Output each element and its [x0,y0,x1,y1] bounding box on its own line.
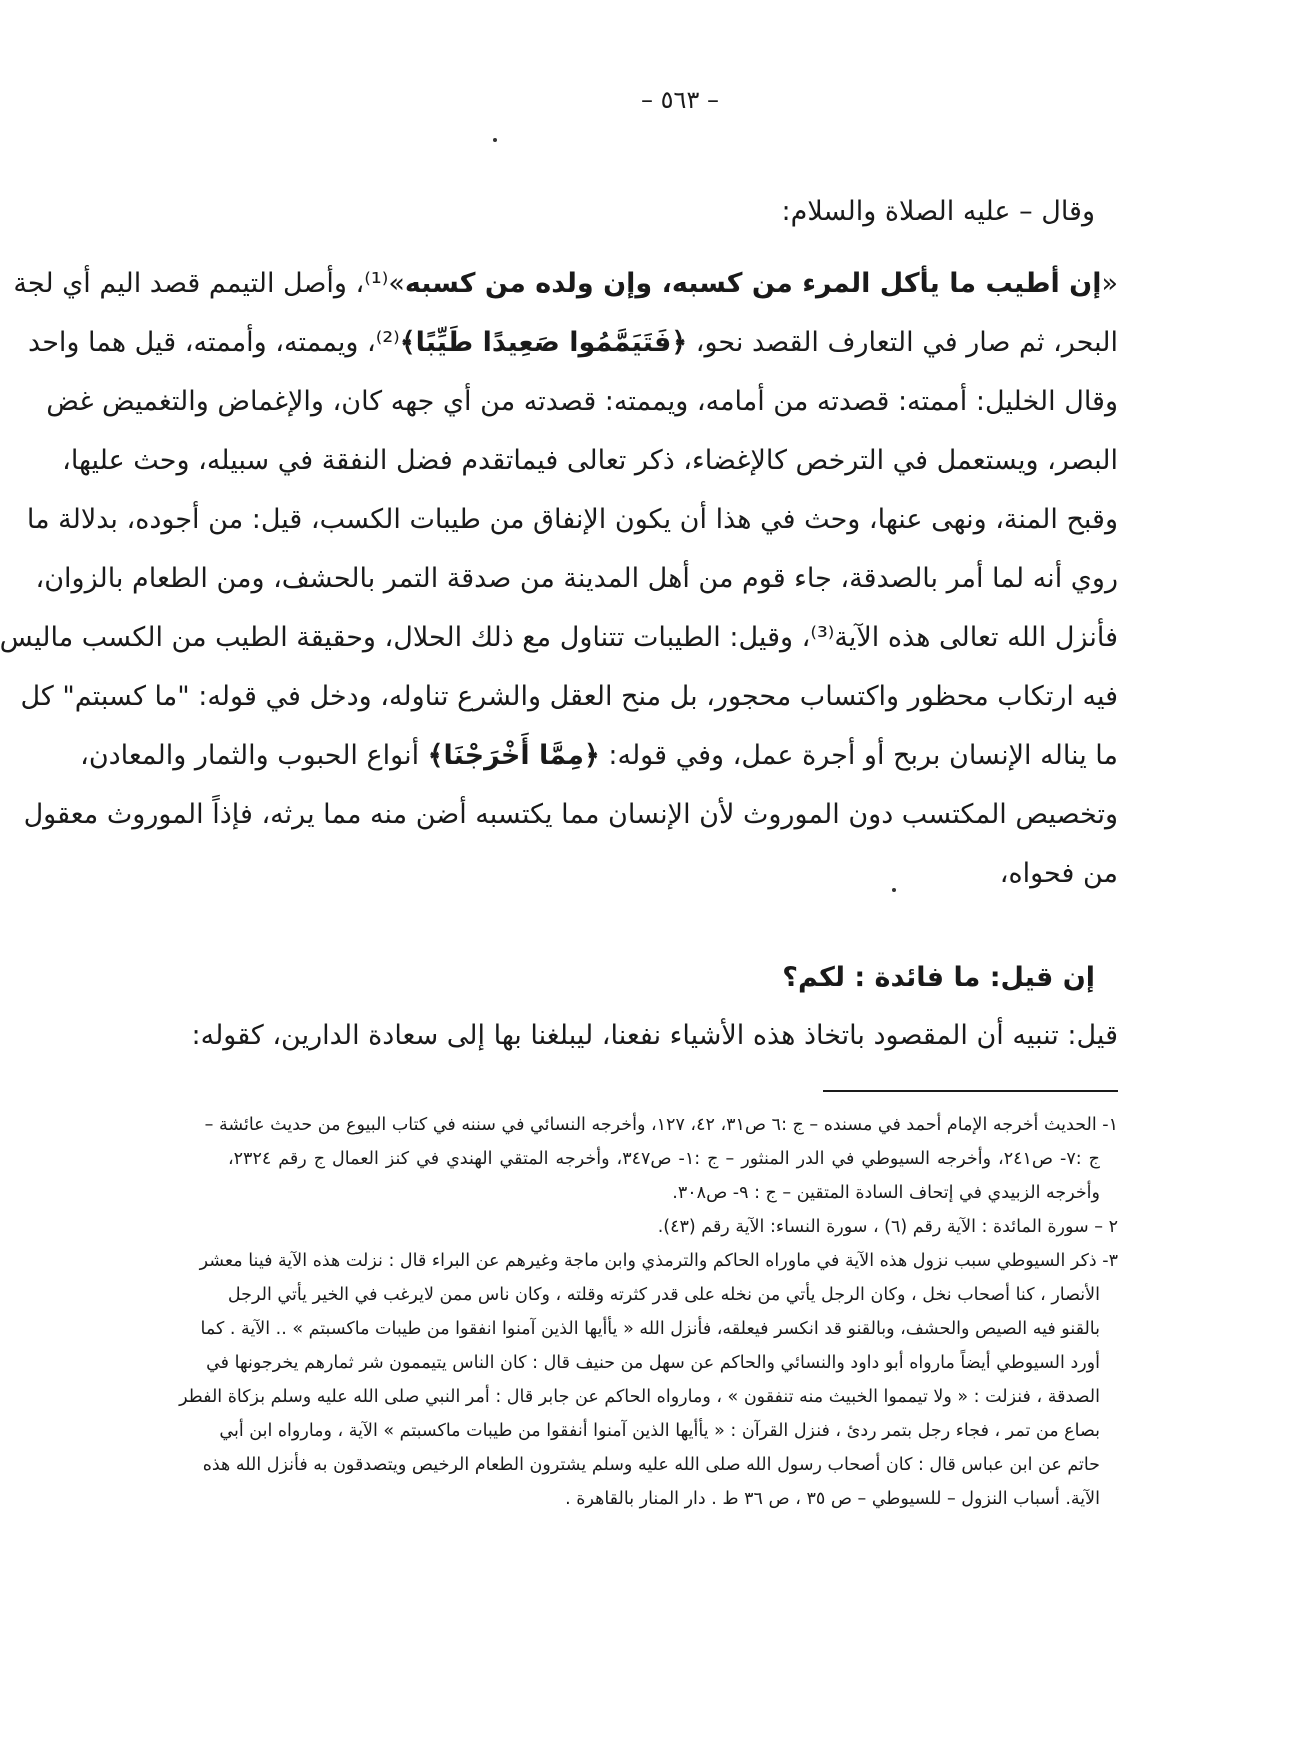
question-heading: إن قيل: ما فائدة : لكم؟ [782,962,1095,993]
footnote-line: الأنصار ، كنا أصحاب نخل ، وكان الرجل يأتي من نخله على قدر كثرته وقلته ، وكان ناس ممن لايرغب في الخير يأتي الرجل [227,1285,1100,1305]
footnote-line: ٢ – سورة المائدة : الآية رقم (٦) ، سورة النساء: الآية رقم (٤٣). [657,1217,1118,1237]
body-text [0,254,1118,903]
body-line [28,313,1118,372]
body-line [80,726,1118,785]
body-line [13,254,1118,313]
answer-line: قيل: تنبيه أن المقصود باتخاذ هذه الأشياء نفعنا، ليبلغنا بها إلى سعادة الدارين، كقوله: [191,1020,1118,1051]
body-line: روي أنه لما أمر بالصدقة، جاء قوم من أهل المدينة من صدقة التمر بالحشف، ومن الطعام بالزوان، [35,563,1118,594]
footnote-line: وأخرجه الزبيدي في إتحاف السادة المتقين – ج : ٩- ص٣٠٨. [672,1183,1100,1203]
hadith-text: إن أطيب ما يأكل المرء من كسبه، وإن ولده من كسبه [404,268,1102,299]
footnote-line: الصدقة ، فنزلت : « ولا تيمموا الخبيث منه تنفقون » ، ومارواه الحاكم عن جابر قال : أمر النبي صلى الله عليه وسلم بزكاة الفطر [179,1387,1100,1407]
footnote-line: بالقنو فيه الصيص والحشف، وبالقنو قد انكسر فيعلقه، فأنزل الله « يأأيها الذين آمنوا انفقوا من طيبات ماكسبتم » .. الآية . كما [200,1319,1100,1339]
quran-verse: ﴿فَتَيَمَّمُوا صَعِيدًا طَيِّبًا﴾ [399,327,688,358]
body-line-text: »⁽¹⁾، وأصل التيمم قصد اليم أي لجة [13,268,405,299]
footnote-line: ١- الحديث أخرجه الإمام أحمد في مسنده – ج :٦ ص٣١، ٤٢، ١٢٧، وأخرجه النسائي في سننه في كتاب البيوع من حديث عائشة – [204,1115,1118,1135]
page-number: – ٥٦٣ – [641,86,719,114]
footnotes [179,1108,1118,1516]
footnote-line: بصاع من تمر ، فجاء رجل بتمر ردئ ، فنزل القرآن : « يأأيها الذين آمنوا أنفقوا من طيبات ماكسبتم » الآية ، ومارواه ابن أبي [219,1421,1100,1441]
body-line: وقال الخليل: أممته: قصدته من أمامه، ويممته: قصدته من أي جهه كان، والإغماض والتغميض غض [46,386,1118,417]
body-line: وتخصيص المكتسب دون الموروث لأن الإنسان مما يكتسبه أضن منه مما يرثه، فإذاً الموروث معقول [23,799,1118,830]
intro-line: وقال – عليه الصلاة والسلام: [781,196,1095,227]
body-line-text: ما يناله الإنسان بربح أو أجرة عمل، وفي قوله: [599,740,1118,771]
quran-verse: ﴿مِمَّا أَخْرَجْنَا﴾ [427,740,600,771]
body-line: البصر، ويستعمل في الترخص كالإغضاء، ذكر تعالى فيماتقدم فضل النفقة في سبيله، وحث عليها، [62,445,1118,476]
body-line-text: ⁽²⁾، ويممته، وأممته، قيل هما واحد [28,327,400,358]
body-line: من فحواه، [999,858,1118,889]
footnote-line: أورد السيوطي أيضاً مارواه أبو داود والنسائي والحاكم عن سهل من حنيف قال : كان الناس يتيممون شر ثمارهم يخرجونها في [206,1353,1100,1373]
body-line-text: أنواع الحبوب والثمار والمعادن، [80,740,428,771]
scan-speck [493,138,497,142]
footnote-line: ج :٧- ص٢٤١، وأخرجه السيوطي في الدر المنثور – ج :١- ص٣٤٧، وأخرجه المتقي الهندي في كنز العمال ج رقم ٢٣٢٤، [228,1149,1100,1169]
body-line-text: البحر، ثم صار في التعارف القصد نحو، [687,327,1118,358]
quote-open: « [1101,268,1118,299]
body-line: فيه ارتكاب محظور واكتساب محجور، بل منح العقل والشرع تناوله، ودخل في قوله: "ما كسبتم" كل [20,681,1118,712]
body-line: فأنزل الله تعالى هذه الآية⁽³⁾، وقيل: الطيبات تتناول مع ذلك الحلال، وحقيقة الطيب من الكسب ماليس [0,622,1118,653]
footnote-divider [823,1090,1118,1092]
footnote-line: حاتم عن ابن عباس قال : كان أصحاب رسول الله صلى الله عليه وسلم يشترون الطعام الرخيص ويتصدقون به فأنزل الله هذه [202,1455,1100,1475]
footnote-line: ٣- ذكر السيوطي سبب نزول هذه الآية في ماوراه الحاكم والترمذي وابن ماجة وغيرهم عن البراء قال : نزلت هذه الآية فينا معشر [199,1251,1118,1271]
footnote-line: الآية. أسباب النزول – للسيوطي – ص ٣٥ ، ص ٣٦ ط . دار المنار بالقاهرة . [565,1489,1100,1509]
body-line: وقبح المنة، ونهى عنها، وحث في هذا أن يكون الإنفاق من طيبات الكسب، قيل: من أجوده، بدلالة ما [26,504,1118,535]
